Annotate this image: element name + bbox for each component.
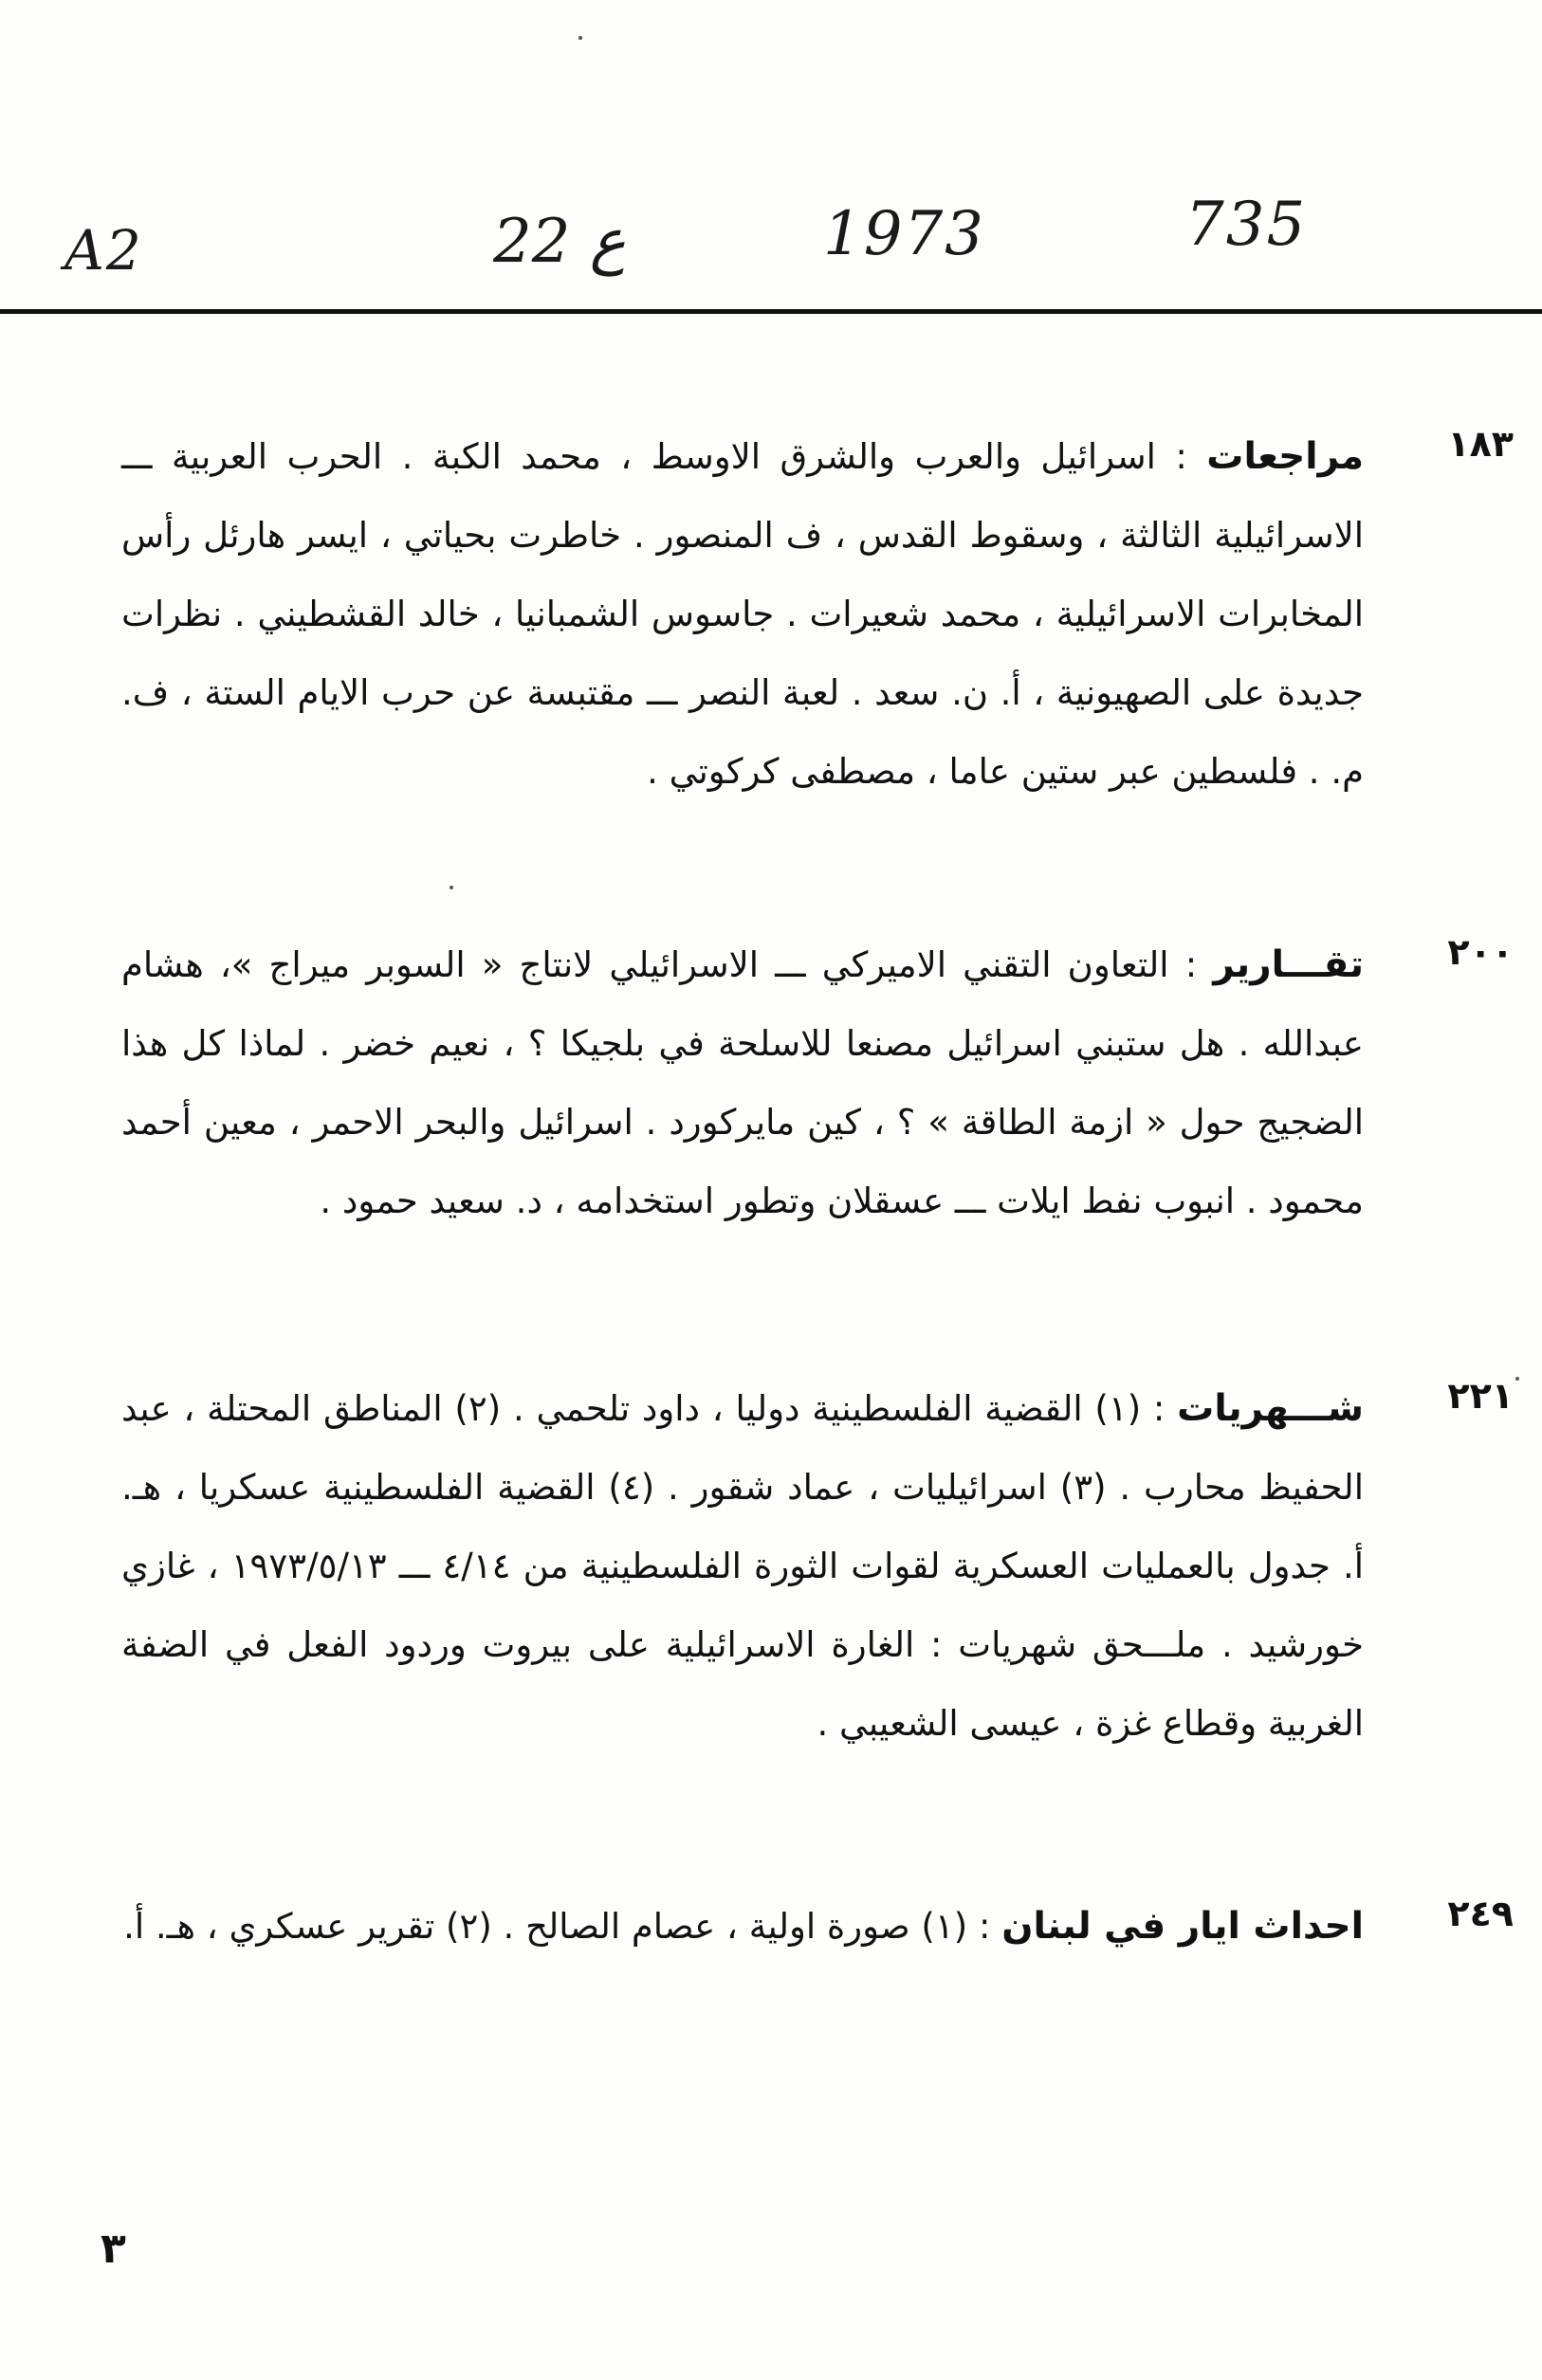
entry-text: التعاون التقني الاميركي ـــ الاسرائيلي لانتاج « السوبر ميراج »، هشام عبدالله . هل ستبني اسرائيل مصنعا للاسلحة في بلجيكا ؟ ، نعيم خضر . لماذا كل هذا الضجيج حول « ازمة الطاقة » ؟ ، كين مايركورد . اسرائيل والبحر الاحمر ، معين أحمد محمود . انبوب نفط ايلات ـــ عسقلان وتطور استخدامه ، د. سعيد حمود .: [121, 944, 1364, 1221]
handwritten-year: 1973: [823, 199, 985, 269]
entry-text: (١) القضية الفلسطينية دوليا ، داود تلحمي . (٢) المناطق المحتلة ، عبد الحفيظ محارب . (٣) اسرائيليات ، عماد شقور . (٤) القضية الفلسطينية عسكريا ، هـ. أ. جدول بالعمليات العسكرية لقوات الثورة الفلسطينية من ٤/١٤ ـــ ١٩٧٣/٥/١٣ ، غازي خورشيد . ملـــحق شهريات : الغارة الاسرائيلية على بيروت وردود الفعل في الضفة الغربية وقطاع غزة ، عيسى الشعيبي .: [121, 1388, 1364, 1744]
entry-reports: [121, 925, 1514, 1240]
handwritten-number: 735: [1185, 190, 1308, 260]
entry-separator: :: [967, 1906, 1002, 1947]
entry-body: [121, 1887, 1364, 1966]
entry-number: ٢٠٠: [1447, 931, 1514, 973]
entry-body: [121, 1369, 1364, 1763]
entry-reviews: [121, 417, 1514, 811]
page-number: ٣: [101, 2224, 126, 2273]
scan-speck: [450, 886, 453, 889]
entry-separator: :: [1168, 944, 1214, 985]
entry-body: [121, 417, 1364, 811]
header-rule: [0, 309, 1542, 314]
scan-speck: [578, 36, 582, 40]
entry-may-events-lebanon: [121, 1887, 1514, 1966]
entry-number: ١٨٣: [1447, 423, 1514, 465]
entry-title: احداث ايار في لبنان: [1001, 1905, 1364, 1948]
entry-text: اسرائيل والعرب والشرق الاوسط ، محمد الكبة . الحرب العربية ـــ الاسرائيلية الثالثة ، وسقوط القدس ، ف المنصور . خاطرت بحياتي ، ايسر هارئل رأس المخابرات الاسرائيلية ، محمد شعيرات . جاسوس الشمبانيا ، خالد القشطيني . نظرات جديدة على الصهيونية ، أ. ن. سعد . لعبة النصر ـــ مقتبسة عن حرب الايام الستة ، ف. م. . فلسطين عبر ستين عاما ، مصطفى كركوتي .: [121, 436, 1364, 792]
entry-separator: :: [1155, 436, 1207, 477]
handwritten-issue: 22 ع: [493, 207, 626, 277]
entry-number: ٢٢١: [1447, 1375, 1514, 1417]
entry-separator: :: [1141, 1388, 1178, 1429]
entry-number: ٢٤٩: [1447, 1893, 1514, 1934]
entry-title: شـــهريات: [1177, 1387, 1364, 1430]
entry-body: [121, 925, 1364, 1240]
entry-title: مراجعات: [1206, 435, 1364, 478]
scan-speck: [1515, 1377, 1519, 1381]
entry-title: تقـــارير: [1213, 943, 1364, 986]
handwritten-a2: A2: [64, 218, 143, 283]
entry-monthlies: [121, 1369, 1514, 1763]
entry-text: (١) صورة اولية ، عصام الصالح . (٢) تقرير عسكري ، هـ. أ.: [123, 1906, 968, 1947]
